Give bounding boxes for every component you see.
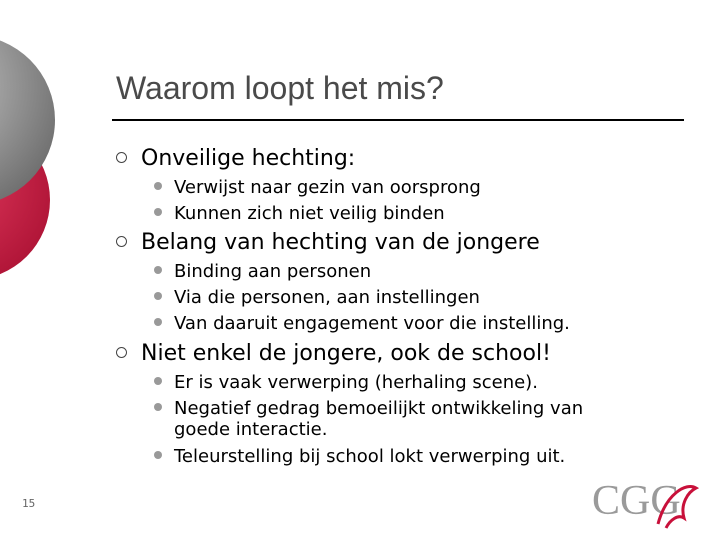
dot-bullet-icon [154,266,162,274]
decorative-circles [0,0,110,280]
hollow-circle-bullet-icon [116,236,127,247]
page-number: 15 [22,497,36,510]
dot-bullet-icon [154,451,162,459]
list-item: Er is vaak verwerping (herhaling scene). [154,372,538,394]
cgg-logo [588,474,700,530]
dot-bullet-icon [154,292,162,300]
dot-bullet-icon [154,208,162,216]
hollow-circle-bullet-icon [116,152,127,163]
logo-text: CGG [592,478,681,524]
section-heading: Belang van hechting van de jongere [116,230,540,256]
list-item: Van daaruit engagement voor die instelling. [154,313,570,335]
list-item: Negatief gedrag bemoeilijkt ontwikkeling van [154,398,583,420]
dot-bullet-icon [154,318,162,326]
hollow-circle-bullet-icon [116,347,127,358]
list-item: Teleurstelling bij school lokt verwerping uit. [154,446,565,468]
dot-bullet-icon [154,182,162,190]
section-heading: Niet enkel de jongere, ook de school! [116,341,551,367]
dot-bullet-icon [154,403,162,411]
list-item: Kunnen zich niet veilig binden [154,203,445,225]
list-item: Via die personen, aan instellingen [154,287,480,309]
list-item: Binding aan personen [154,261,371,283]
dot-bullet-icon [154,377,162,385]
section-heading: Onveilige hechting: [116,146,355,172]
title-divider [112,119,684,121]
list-item-continuation: goede interactie. [174,419,328,440]
slide-title: Waarom loopt het mis? [116,70,444,106]
list-item: Verwijst naar gezin van oorsprong [154,177,481,199]
